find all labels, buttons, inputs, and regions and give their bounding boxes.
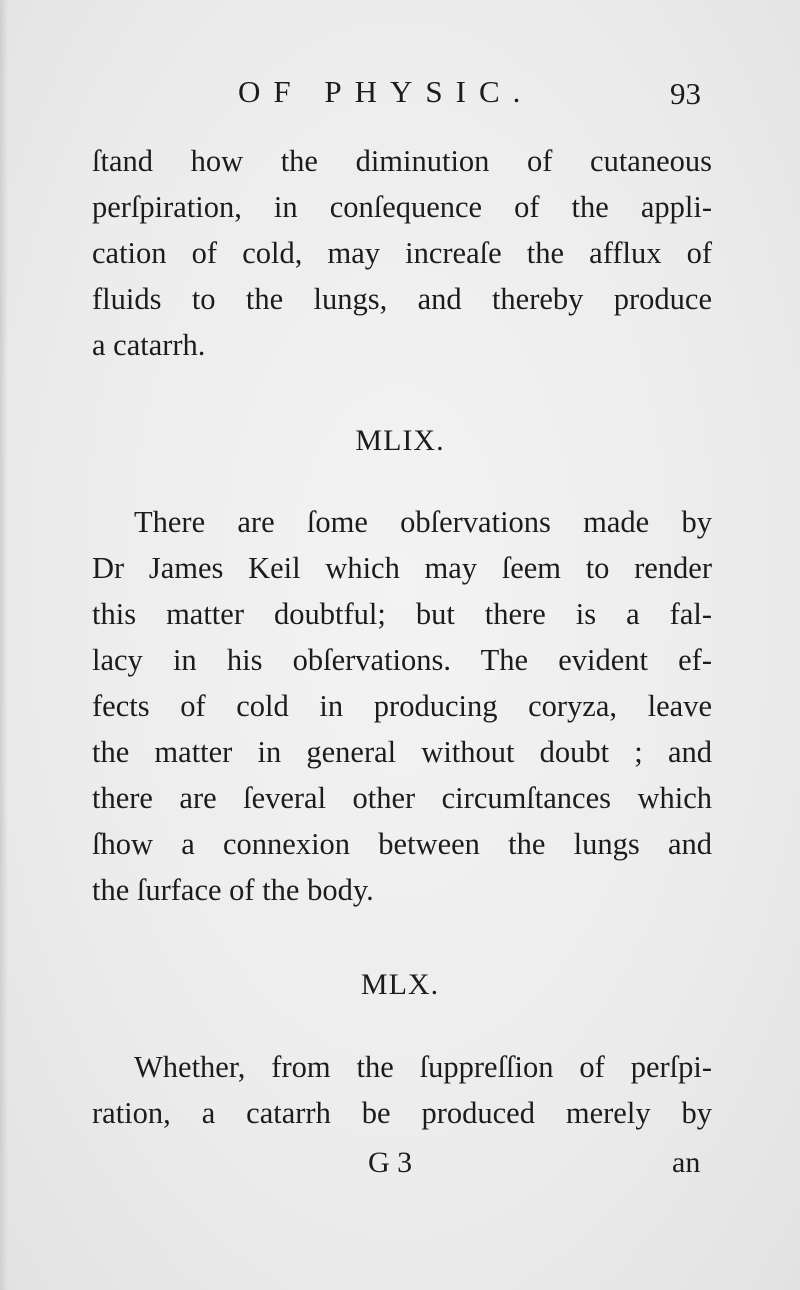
section-heading-mlx: MLX.	[360, 968, 440, 1001]
text-line: lacy in his obſervations. The evident ef-	[92, 643, 712, 677]
text-line: there are ſeveral other circumſtances which	[92, 781, 712, 815]
text-line: the ſurface of the body.	[92, 873, 374, 907]
catchword: an	[672, 1146, 701, 1179]
text-line: Dr James Keil which may ſeem to render	[92, 551, 712, 585]
text-line: fects of cold in producing coryza, leave	[92, 689, 712, 723]
text-line: ration, a catarrh be produced merely by	[92, 1096, 712, 1130]
paragraph-mlix	[92, 499, 712, 913]
text-line: ſtand how the diminution of cutaneous	[92, 144, 712, 178]
signature-mark: G 3	[368, 1146, 413, 1179]
text-line: Whether, from the ſuppreſſion of perſpi-	[134, 1050, 712, 1084]
page-header	[0, 74, 800, 114]
page-footer	[0, 1146, 800, 1186]
paragraph-continued	[92, 138, 712, 368]
text-line: this matter doubtful; but there is a fal-	[92, 597, 712, 631]
text-line: perſpiration, in conſequence of the appli-	[92, 190, 712, 224]
text-line: the matter in general without doubt ; and	[92, 735, 712, 769]
page-edge-shadow	[0, 0, 8, 1290]
section-heading-mlix: MLIX.	[355, 424, 445, 457]
text-line: cation of cold, may increaſe the afflux of	[92, 236, 712, 270]
text-line: a catarrh.	[92, 328, 206, 362]
text-line: There are ſome obſervations made by	[134, 505, 712, 539]
running-head: OF PHYSIC.	[238, 74, 534, 109]
paragraph-mlx	[92, 1044, 712, 1136]
page-number: 93	[670, 76, 701, 111]
text-line: fluids to the lungs, and thereby produce	[92, 282, 712, 316]
text-line: ſhow a connexion between the lungs and	[92, 827, 712, 861]
